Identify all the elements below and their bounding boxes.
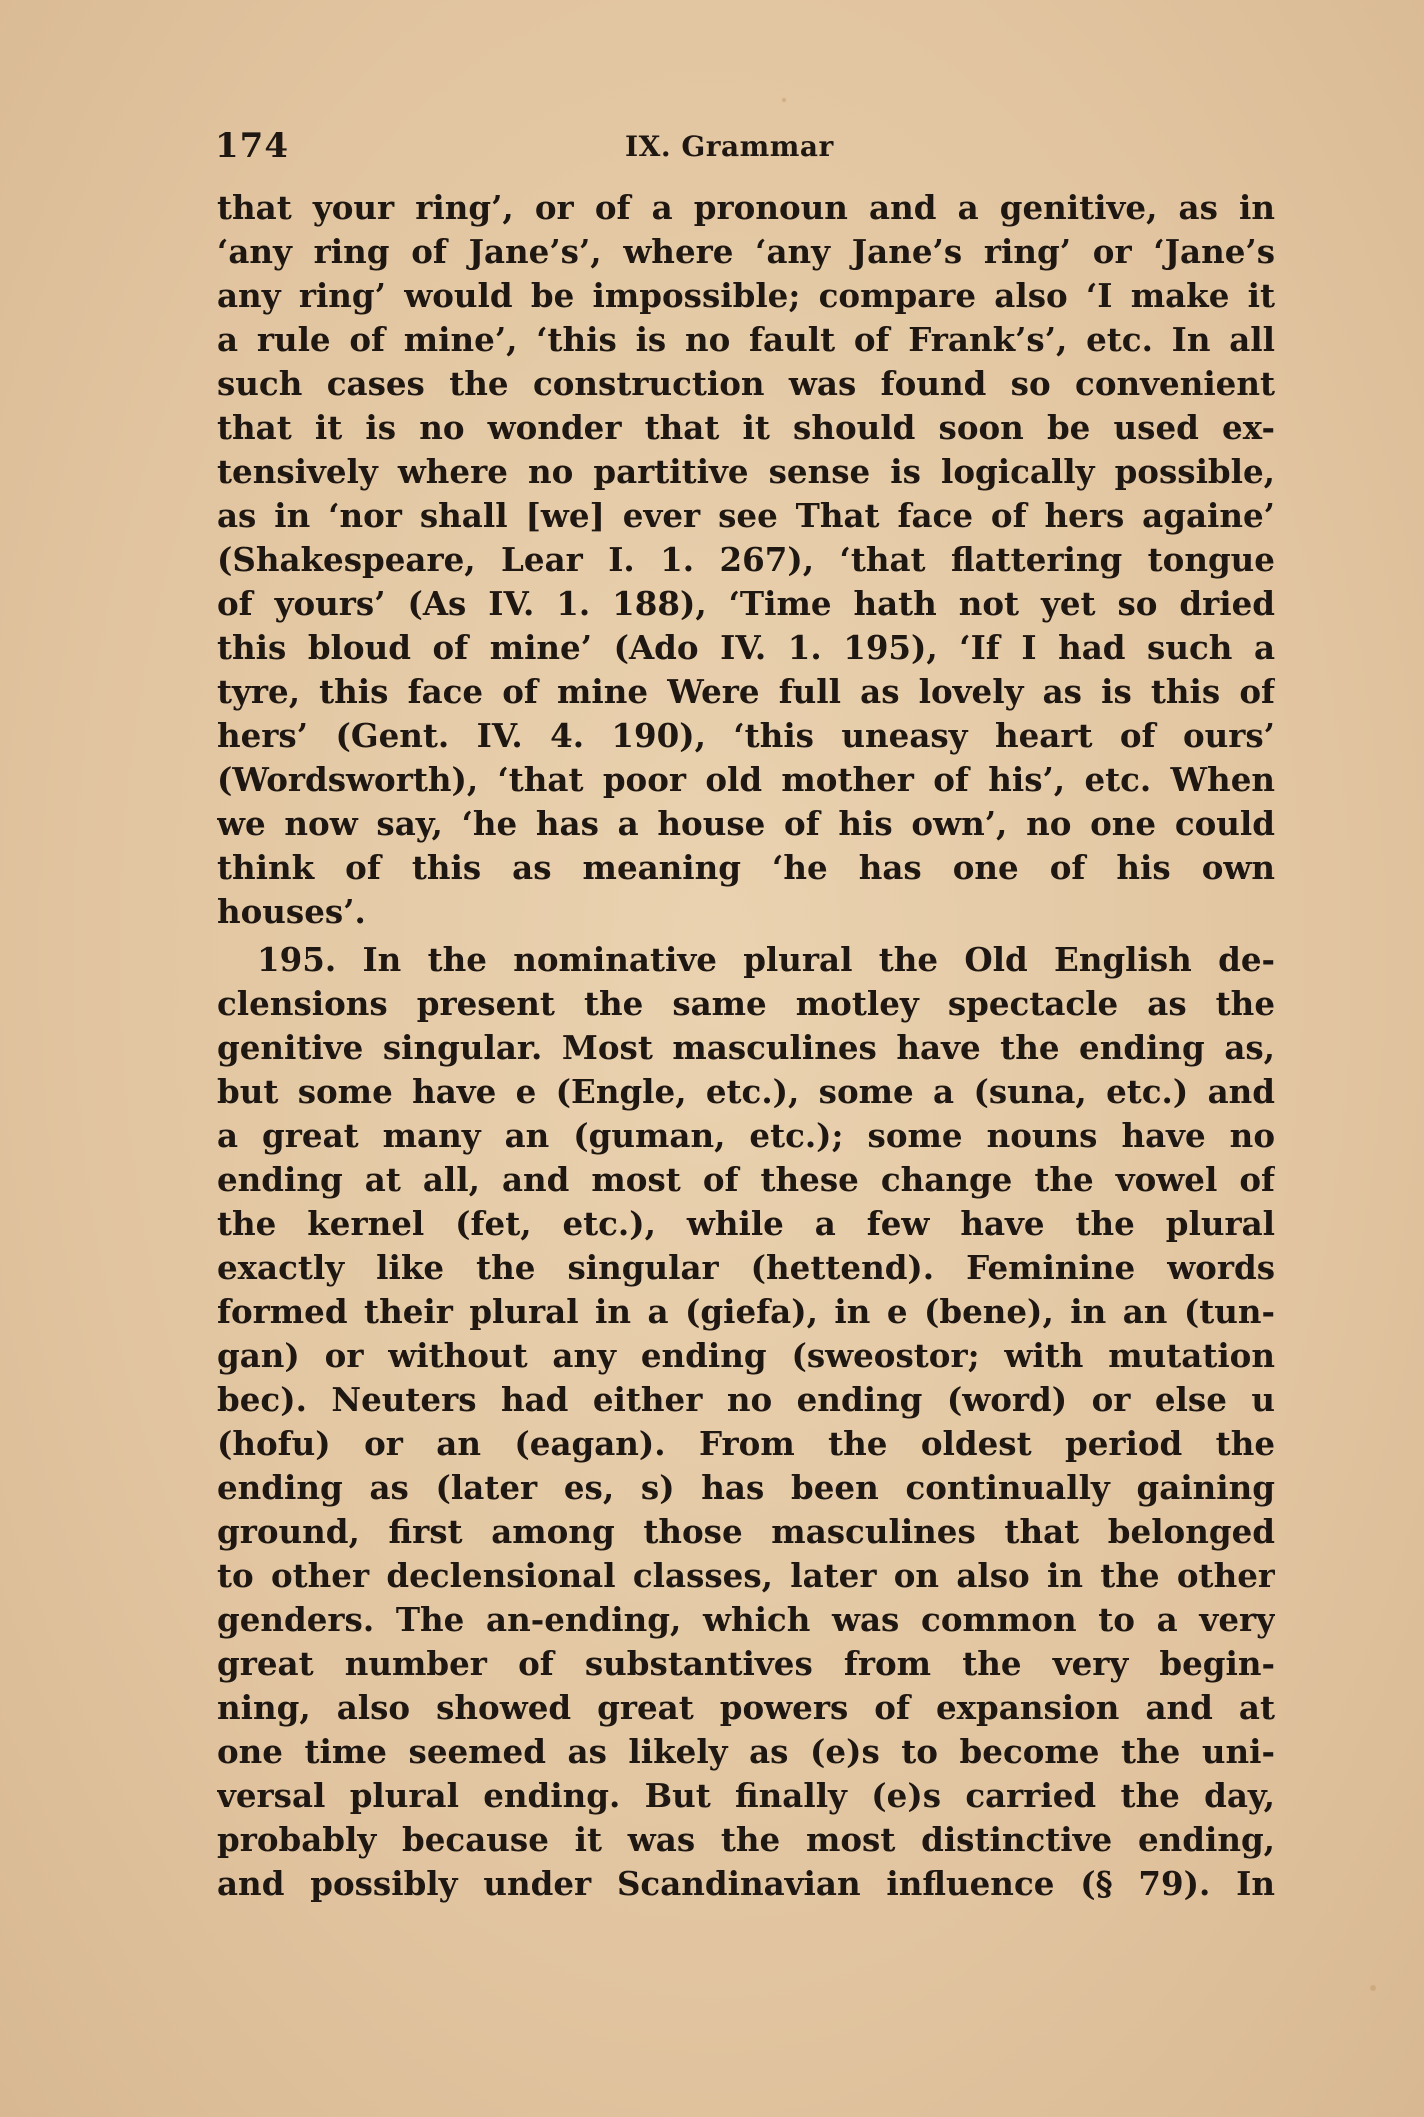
text-line: gan) or without any ending (sweostor; with mutation	[217, 1336, 1275, 1375]
section-195	[217, 938, 1275, 1906]
text-line: one time seemed as likely as (e)s to become the uni-	[217, 1732, 1275, 1771]
text-line: great number of substantives from the very begin-	[217, 1644, 1275, 1683]
text-line: that your ring’, or of a pronoun and a genitive, as in	[217, 188, 1275, 227]
text-line: of yours’ (As IV. 1. 188), ‘Time hath not yet so dried	[217, 584, 1275, 623]
text-line: as in ‘nor shall [we] ever see That face of hers againe’	[217, 496, 1275, 535]
text-line: but some have e (Engle, etc.), some a (suna, etc.) and	[217, 1072, 1275, 1111]
text-line: formed their plural in a (giefa), in e (bene), in an (tun-	[217, 1292, 1275, 1331]
text-line: such cases the construction was found so convenient	[217, 364, 1275, 403]
running-head	[215, 126, 1275, 166]
section-opening-line: 195. In the nominative plural the Old English de-	[257, 940, 1275, 979]
text-line: this bloud of mine’ (Ado IV. 1. 195), ‘If I had such a	[217, 628, 1275, 667]
chapter-title: IX. Grammar	[625, 130, 834, 163]
text-line: hers’ (Gent. IV. 4. 190), ‘this uneasy heart of ours’	[217, 716, 1275, 755]
text-line: probably because it was the most distinctive ending,	[217, 1820, 1275, 1859]
text-line: tyre, this face of mine Were full as lovely as is this of	[217, 672, 1275, 711]
text-line: versal plural ending. But finally (e)s carried the day,	[217, 1776, 1275, 1815]
paper-stain	[1370, 1985, 1376, 1991]
text-line: genitive singular. Most masculines have the ending as,	[217, 1028, 1275, 1067]
text-line: think of this as meaning ‘he has one of his own	[217, 848, 1275, 887]
text-line: (Shakespeare, Lear I. 1. 267), ‘that flattering tongue	[217, 540, 1275, 579]
paper-stain	[782, 98, 786, 102]
text-line: that it is no wonder that it should soon be used ex-	[217, 408, 1275, 447]
text-line: tensively where no partitive sense is logically possible,	[217, 452, 1275, 491]
text-line: the kernel (fet, etc.), while a few have the plural	[217, 1204, 1275, 1243]
body-text	[217, 186, 1275, 1906]
text-line: ning, also showed great powers of expansion and at	[217, 1688, 1275, 1727]
text-line: we now say, ‘he has a house of his own’, no one could	[217, 804, 1275, 843]
paragraph-continuation	[217, 186, 1275, 934]
page-number: 174	[215, 126, 289, 166]
text-line: ground, first among those masculines that belonged	[217, 1512, 1275, 1551]
text-line: to other declensional classes, later on also in the other	[217, 1556, 1275, 1595]
text-line: ending at all, and most of these change the vowel of	[217, 1160, 1275, 1199]
text-line: a rule of mine’, ‘this is no fault of Frank’s’, etc. In all	[217, 320, 1275, 359]
text-line: any ring’ would be impossible; compare also ‘I make it	[217, 276, 1275, 315]
text-line: a great many an (guman, etc.); some nouns have no	[217, 1116, 1275, 1155]
text-line: bec). Neuters had either no ending (word) or else u	[217, 1380, 1275, 1419]
text-line: (Wordsworth), ‘that poor old mother of his’, etc. When	[217, 760, 1275, 799]
text-line: genders. The an-ending, which was common to a very	[217, 1600, 1275, 1639]
text-line: ending as (later es, s) has been continually gaining	[217, 1468, 1275, 1507]
text-line: and possibly under Scandinavian influence (§ 79). In	[217, 1864, 1275, 1903]
text-line: clensions present the same motley spectacle as the	[217, 984, 1275, 1023]
text-line: (hofu) or an (eagan). From the oldest period the	[217, 1424, 1275, 1463]
text-line: ‘any ring of Jane’s’, where ‘any Jane’s ring’ or ‘Jane’s	[217, 232, 1275, 271]
text-line: houses’.	[217, 892, 366, 931]
text-line: exactly like the singular (hettend). Feminine words	[217, 1248, 1275, 1287]
